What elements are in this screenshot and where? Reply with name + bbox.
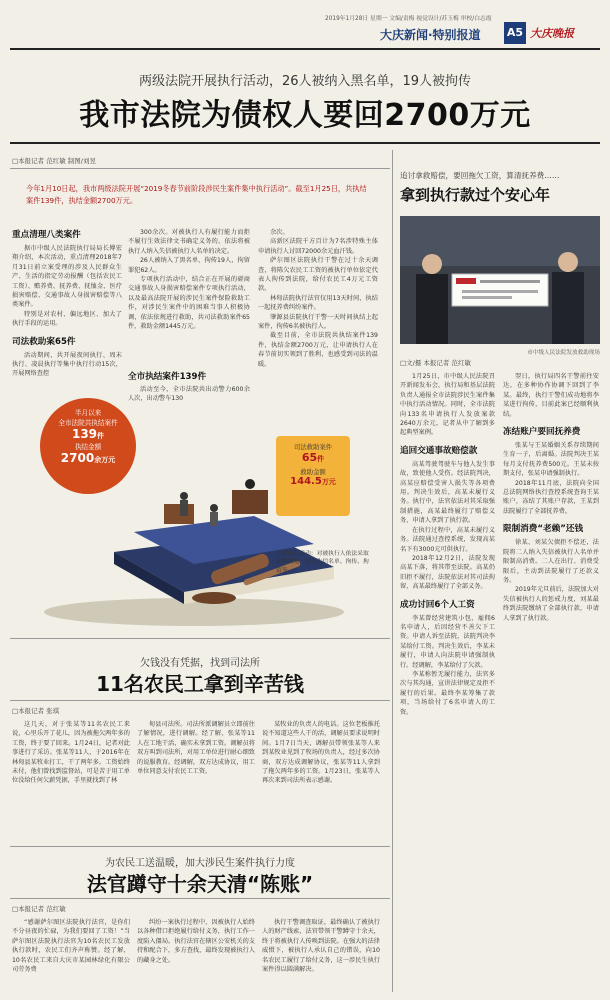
stat-title: 全市法院共执结案件 xyxy=(58,419,118,427)
story3-subhead: 为农民工送温暖，加大涉民生案件执行力度 xyxy=(105,858,295,869)
figure-body xyxy=(210,512,218,526)
figure-head xyxy=(180,492,188,500)
stat-count: 65 xyxy=(301,451,318,464)
figure-body xyxy=(180,500,188,516)
story2-rule xyxy=(10,700,390,701)
paragraph: 1月25日，市中级人民法院召开新闻发布会，执行局和基层法院负责人通报全市法院涉民生案件集中执行活动情况。同时，全市法院向133名申请执行人发放案款2640万余元，记者从中了解到多起典型案例。 xyxy=(400,373,495,437)
paragraph: 余次。 xyxy=(270,229,289,236)
paragraph: 活动期间，共开展夜间执行、周末执行、凌晨执行等集中执行行动15次，开展网络查控 xyxy=(12,351,122,378)
logo: 大庆晚报 xyxy=(530,27,574,40)
judge-bench xyxy=(232,490,268,514)
byline-divider xyxy=(10,168,390,169)
stat-count: 139 xyxy=(71,427,98,441)
story2-column-2: 甸县司法所。司法所派调解员立即前往了解情况，进行调解。经了解，张某等11人在工地干活，确实未拿到工资。调解员将双方叫到司法所，对用工单位进行耐心细致的说服教育。经调解，双方达成协议，用工单位同意支付农民工工资。 xyxy=(137,721,255,776)
paragraph: 李某称暂无履行能力，法官多次与其沟通，宣讲法律规定及拒不履行的后果。最终李某筹集了款项，当场给付了6名申请人的工资。 xyxy=(400,670,495,716)
right-column-b xyxy=(503,372,599,992)
story3-column-1: “感谢萨尔图区法院执行法官，是你们不分昼夜的忙碌，为我们要回了工资！”当萨尔图区法院执行法官为10名农民工发放执行款时，农民工们齐声称赞。经了解，10名农民工来自大庆市某园林绿化有限公司劳务费 xyxy=(12,919,130,974)
paragraph: 截至目前，全市法院共执结案件139件，执结金额2700万元，让申请执行人在春节前切实领到了胜利，也感受到司法的温暖。 xyxy=(258,332,378,368)
right-subhead: 追讨拿救赔偿，要回拖欠工资，算清抚养费…… xyxy=(400,171,560,180)
photo-illustration xyxy=(400,216,600,344)
section-head-eight-cases: 重点清理八类案件 xyxy=(12,230,81,240)
story2-divider xyxy=(10,638,390,639)
stat-sub: 执结金额 xyxy=(74,443,102,451)
paragraph: 特别是对农村、偏远地区、加大了执行手段的运用。 xyxy=(12,310,122,328)
right-column-a xyxy=(400,372,495,992)
photo-caption: 市中级人民法院发放救助现场 xyxy=(527,350,600,356)
figure-head xyxy=(210,504,218,512)
column-separator xyxy=(392,150,393,992)
lead-subhead: 两级法院开展执行活动，26人被纳入黑名单，19人被拘传 xyxy=(138,74,472,89)
stat-sub: 救助金额 xyxy=(300,468,326,476)
right-byline: □文/摄 本报记者 范红敏 xyxy=(400,359,471,367)
lead-intro: 今年1月10日起，我市两级法院开展“2019冬春节前阶段涉民生案件集中执行活动”。截至1月25日，共执结案件139件，执结金额2700万元。 xyxy=(26,184,367,205)
paragraph: 300余次。对被执行人有履行能力而拒不履行生效法律文书确定义务的，依法将被执行人纳入失信被执行人名单的决定。 xyxy=(128,229,250,255)
paragraph: 2018年12月2日，法院发现高某下落，将其带至法院。高某仍旧拒不履行，法院依法对其司法拘留，高某最终履行了全部义务。 xyxy=(400,554,495,591)
section-head-139-cases: 全市执结案件139件 xyxy=(128,372,207,383)
lead-headline: 我市法院为债权人要回2700万元 xyxy=(79,98,531,133)
paragraph: 林甸法院执行法官仅用13天时间，执结一起抚养费纠纷案件。 xyxy=(258,294,378,312)
lead-column-2 xyxy=(128,228,250,403)
story3-column-3: 执行干警调查取证，最终确认了被执行人的财产线索，法官带领干警蹲守十余天，终于将被执行人传唤到法院。在强大的法律威慑下，被执行人承认自己的错误，向10名农民工履行了给付义务，这一涉民生执行案件得以圆满解决。 xyxy=(262,919,380,974)
header-rule xyxy=(10,48,600,50)
paragraph: 专项执行活动中，结合正在开展的磋商交通事故人身损害赔偿案件专项执行活动，以及最高法院开展的涉民生案件保险救助工作，对涉民生案件中的困难当事人积极协调，依法依规进行救助，共司法救助案件65件，救助金额1445万元。 xyxy=(128,276,250,331)
paragraph: 肇源县法院执行干警一天时间执结上起案件，拘传6名被执行人。 xyxy=(258,313,378,331)
paragraph: 翌日，执行局四名干警前往安达，在多种协作协调下回到了李某。最终，执行干警们成功地将李某进行拘传，目前此案已经顺利执结。 xyxy=(503,373,599,418)
story2-column-1: 这几天，对于张某等11名农民工来说，心里乐开了花儿，因为被拖欠两年多的工资，终于要了回来。1月24日，记者对此事进行了采访。张某等11人，于2016年在林甸县某牧业打工，干了两年多。工资始终未付，他们曾找到监督站，可是苦于用工单位没给任何欠薪凭据，手里就找到了林 xyxy=(12,721,130,785)
stat-label: 司法救助案件 xyxy=(293,443,333,451)
story3-byline: □本报记者 范红敏 xyxy=(12,905,66,913)
desk xyxy=(164,504,194,524)
story3-column-2: 纠纷一案执行过程中，因被执行人始终以各种借口拒绝履行给付义务，执行工作一度陷入僵局。执行法官在辖区公安机关的支持和配合下，多方查找，最终发现被执行人的藏身之处。 xyxy=(137,919,255,964)
judge-head xyxy=(245,479,255,489)
section-head-freeze: 冻结账户要回抚养费 xyxy=(503,427,581,438)
stat-amount-unit: 万元 xyxy=(321,478,336,486)
story2-subhead: 欠钱没有凭据，找到司法所 xyxy=(140,658,260,669)
stat-unit: 件 xyxy=(317,455,325,463)
paragraph: 2019年元旦前后，法院加大对失信被执行人的惩戒力度，刘某最终到法院缴纳了全部执行款，申请人拿到了执行款。 xyxy=(503,586,599,622)
right-headline: 拿到执行款过个安心年 xyxy=(400,186,551,204)
paragraph: 李某曾经营建筑小包，雇佣6名申请人，后因经营不善欠下工资。申请人诉至法院，法院判决李某给付工资。判决生效后，李某未履行，申请人向法院申请强制执行。经调解，李某给付了欠款。 xyxy=(400,614,495,669)
stat-amount-unit: 余万元 xyxy=(94,456,116,464)
paragraph: 26人被纳入了黑名单，拘传19人，拘留罪犯62人。 xyxy=(128,257,250,274)
paragraph: 活动至今，全市法院共出动警力600余人次，出动警车130 xyxy=(128,386,250,403)
stat-amount: 144.5 xyxy=(290,476,322,487)
stat-circle-left xyxy=(40,398,136,494)
story3-headline: 法官蹲守十余天清“陈账” xyxy=(86,872,314,896)
paragraph: 萨尔图区法院执行干警在过十余天调查，将陈欠农民工工资的被执行单位依定代表人拘传到法院，给付农民工4万元工资款。 xyxy=(258,257,378,293)
section-head-wages: 成功讨回6个人工资 xyxy=(400,599,475,610)
stat-unit: 件 xyxy=(97,432,105,440)
paragraph: 高新区法院千方百计为7名涉特殊主体申请执行人讨回72000余元血汗钱。 xyxy=(258,238,378,255)
dateline: 2019年1月28日 星期一 文编/责梅 视觉设计/苏玉梅 审校/白志霞 xyxy=(325,16,492,22)
gavel-block xyxy=(192,592,236,604)
paragraph: 徐某、刘某欠债拒不偿还，法院将二人纳入失信被执行人名单并限制高消费。二人在出行、消费受限后，主动到法院履行了还款义务。 xyxy=(503,539,599,584)
story2-headline: 11名农民工拿到辛苦钱 xyxy=(96,672,304,696)
stat-tag-right xyxy=(276,436,350,516)
headline-rule xyxy=(10,142,600,144)
page-number: A5 xyxy=(506,26,524,39)
paragraph: 张某与王某婚姻关系存续期间生育一子，后离婚。法院判决王某每月支付抚养费500元。王某未按期支付，张某申请强制执行。 xyxy=(503,442,599,478)
section-head-aid-cases: 司法救助案65件 xyxy=(12,336,76,347)
stat-amount: 2700 xyxy=(60,451,95,465)
paragraph: 在执行过程中，高某未履行义务。法院通过查控系统，发现高某名下有3000元可供执行。 xyxy=(400,526,495,553)
section-title: 大庆新闻·特别报道 xyxy=(380,28,481,42)
infographic-caption: 专项执行活动：对被执行人依法采取强制措施，纳入失信名单、拘传、拘留等。 xyxy=(276,551,369,574)
story3-divider xyxy=(10,846,390,847)
lead-byline: □本报记者 范红敏 制图/刘昱 xyxy=(12,157,96,165)
infographic xyxy=(14,392,380,632)
section-head-restrict: 限制消费“老赖”还钱 xyxy=(503,524,584,535)
page-number-badge xyxy=(504,22,526,44)
story2-column-3: 某牧业的负责人的电话。这位老板推托说不知道这些人干的活，调解员要求说明时间。1月7日当天，调解员带领张某等人来到某牧业见到了牧场的负责人，经过多次协商，双方达成调解协议，张某等11人拿到了拖欠两年多的工资。1月23日，张某等人再次来到司法所表示感谢。 xyxy=(262,721,380,785)
section-head-traffic: 追回交通事故赔偿款 xyxy=(400,445,478,456)
paragraph: 高某驾驶驾驶车与他人发生事故，致使他人受伤。经法院判决，高某应赔偿受害人损失等各项费用。判决生效后，高某未履行义务。执行中，法官依法对其采取强制措施，高某最终履行了赔偿义务，申请人拿到了执行款。 xyxy=(400,460,495,525)
news-photo xyxy=(400,216,600,344)
paragraph: 据市中级人民法院执行局局长傅宏翔介绍，本次活动，重点清理2018年7月31日前立案受理的涉及人民群众生产、生活的指定劳动报酬（包括农民工工资）、赡养费、抚养费、抚恤金、医疗损害赔偿、交通事故人身损害赔偿等八类案件。 xyxy=(12,245,122,309)
story2-byline: □本报记者 张琪 xyxy=(12,707,60,715)
stat-label: 半月以来 xyxy=(74,409,102,417)
paragraph: 2018年11月底，法院向全国总法院网络执行查控系统查询王某账户，冻结了其账户存款，王某到法院履行了全部抚养费。 xyxy=(503,479,599,515)
story3-rule xyxy=(10,898,390,899)
